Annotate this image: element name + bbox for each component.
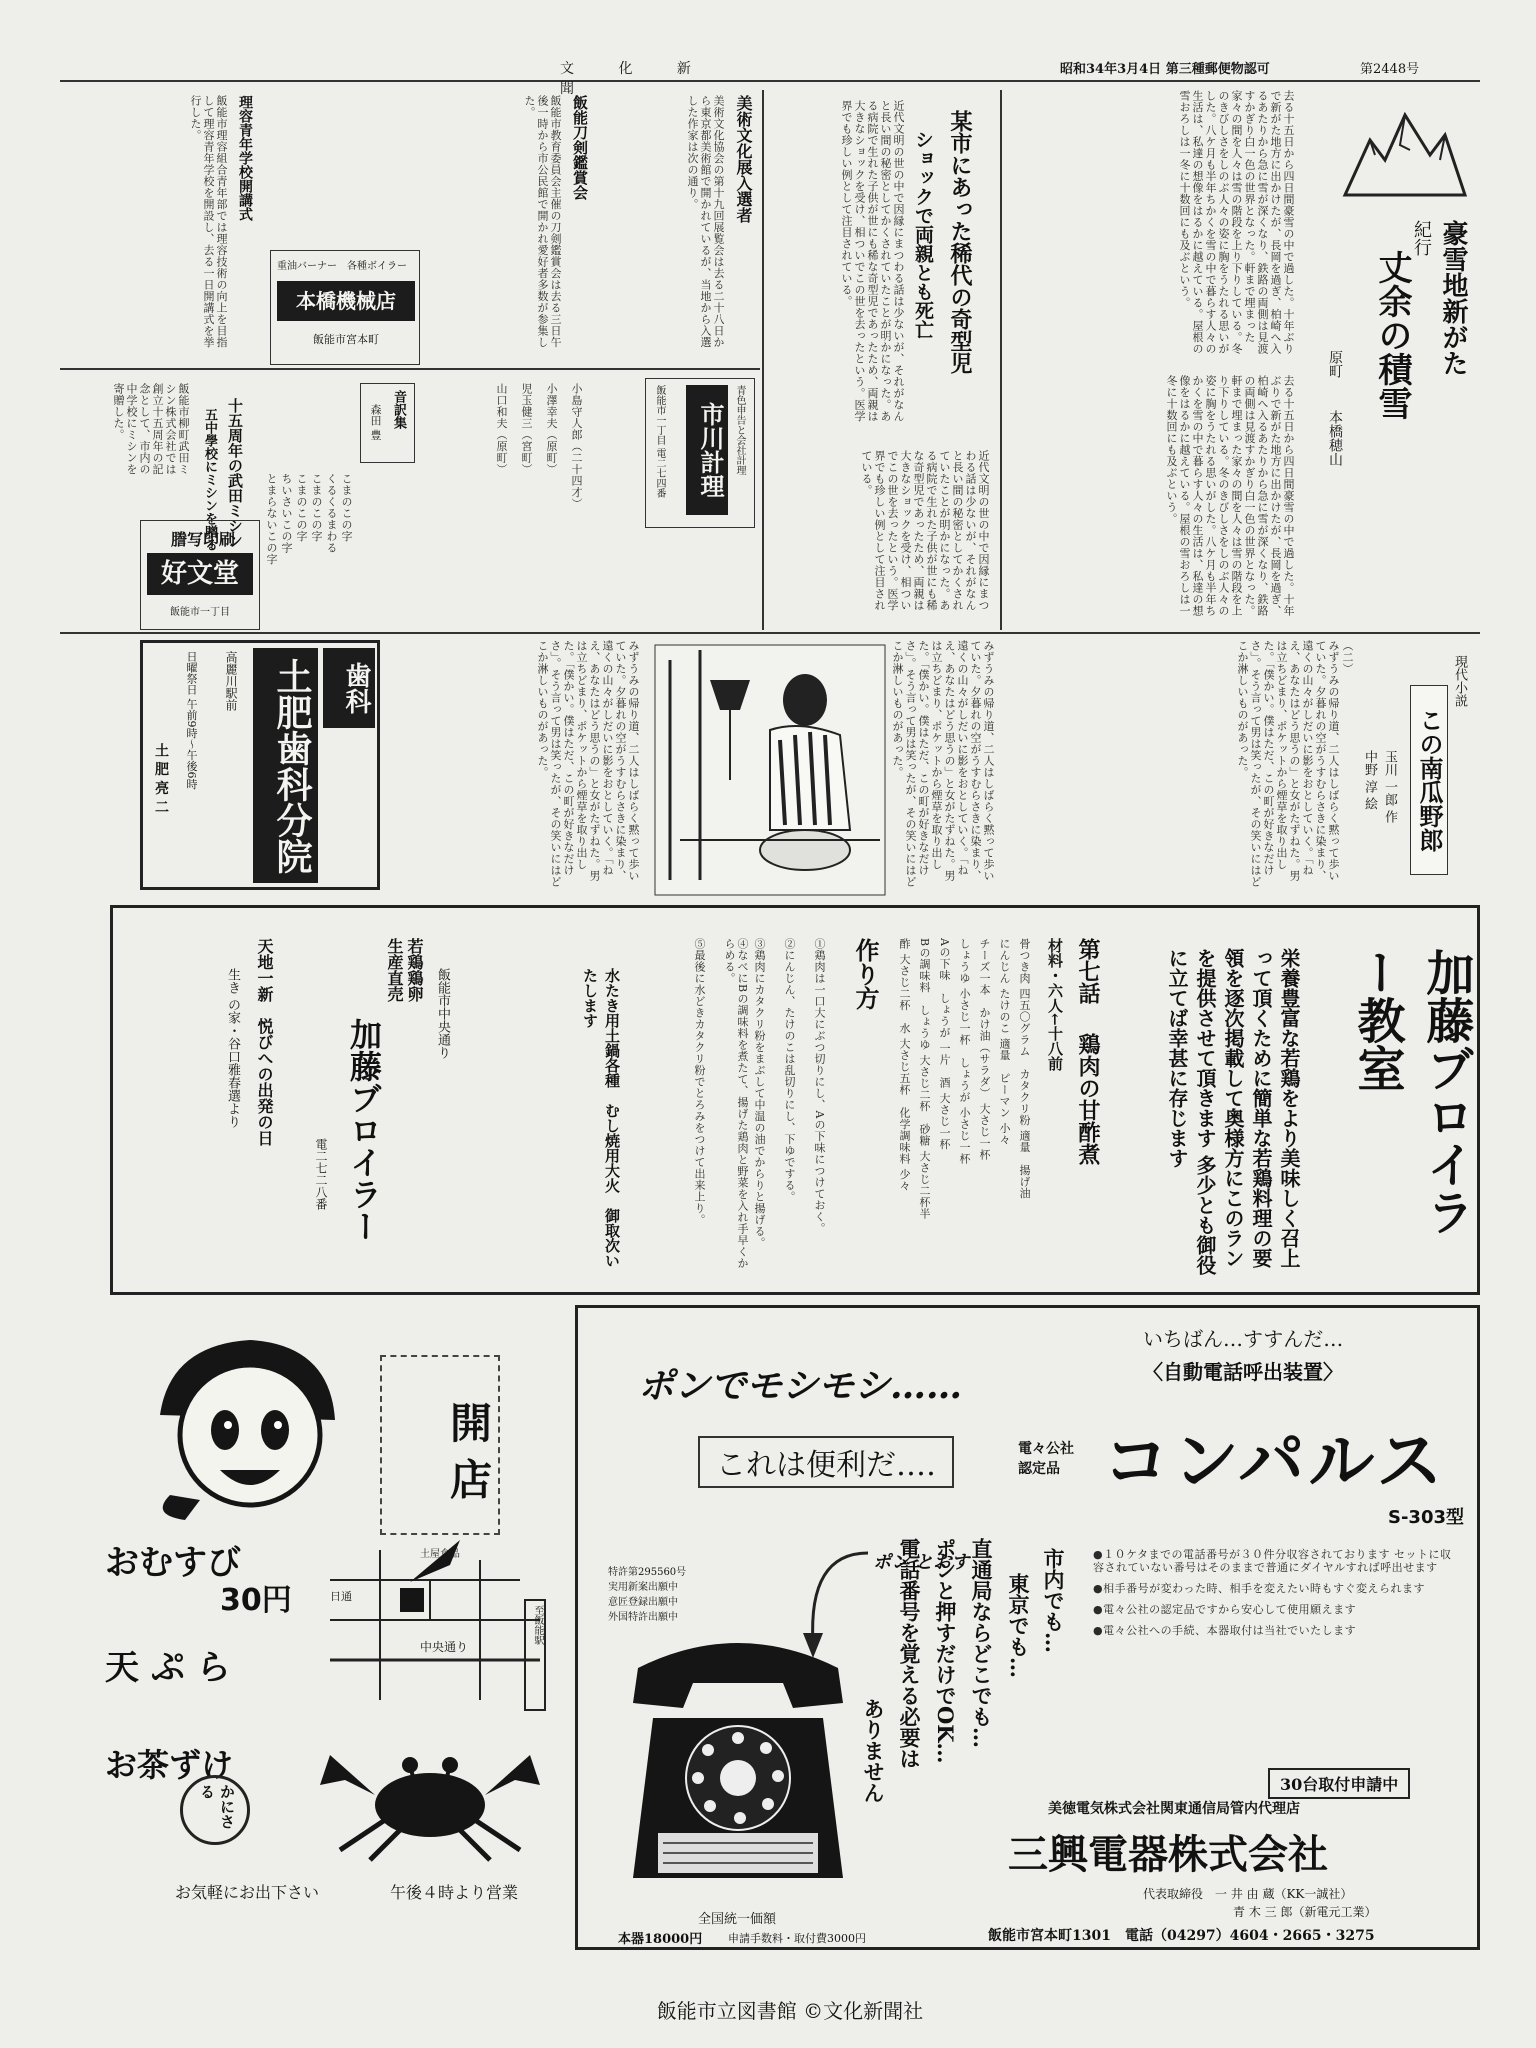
rare-article	[770, 90, 995, 630]
left-column-extra	[60, 90, 260, 360]
phone-vertical-2: 東京でも…	[1006, 1573, 1031, 1678]
dental-address: 高麗川駅前	[224, 651, 238, 711]
snow-article	[1300, 90, 1480, 610]
recipe-episode: 第七話	[1075, 938, 1101, 1004]
phone-rep-1: 代表取締役 一 井 由 蔵（KK一誠社）	[1143, 1887, 1353, 1901]
dental-ad	[140, 640, 380, 890]
opening-title: 開 店	[380, 1355, 500, 1535]
recipe-intro: 栄養豊富な若鶏をより美味しく召上って頂くために簡単な若鶏料理の要領を逐次掲載して奥様方にこのランを提供させて頂きます 多少とも御役に立てば幸甚に存じます	[1165, 948, 1301, 1275]
phone-vertical-1: 市内でも…	[1041, 1548, 1066, 1653]
phone-company: 三興電器株式会社	[1008, 1831, 1328, 1878]
machine-shop-name: 本橋機械店	[277, 281, 415, 321]
dental-name: 土肥歯科分院	[253, 648, 318, 883]
phone-feature-2: ●相手番号が変わった時、相手を変えたい時もすぐ変えられます	[1093, 1582, 1425, 1595]
patent-3: 意匠登録出願中	[608, 1597, 678, 1608]
dateline: 昭和34年3月4日 第三種郵便物認可	[1060, 62, 1270, 77]
phone-feature-4: ●電々公社への手続、本器取付は当社でいたします	[1093, 1624, 1357, 1637]
phone-vertical-3: 直通局ならどこでも…	[969, 1538, 994, 1748]
snow-title: 丈余の積雪	[1372, 250, 1412, 420]
phone-feature-1: ●１０ケタまでの電話番号が３０件分収容されております セットに収容されていない番号はそのままで普通にダイヤルすれば呼出せます	[1093, 1548, 1452, 1574]
opening-footer-right: 午後４時より営業	[390, 1883, 519, 1902]
ingredient-4: しょうゆ 小さじ一杯 しょうが 小さじ一杯	[958, 938, 971, 1165]
dental-hours: 日曜祭日 午前9時～午後6時	[185, 651, 198, 790]
kato-tagline-2: 生産直売	[385, 938, 404, 1002]
opening-item-ochazuke: お茶ずけ	[105, 1746, 234, 1784]
recipe-step-3: ③鶏肉にカタクリ粉をまぶして中温の油でからりと揚げる。	[753, 938, 766, 1249]
poem-line-2: くるくるまわる	[325, 473, 338, 554]
phone-catch-1: ポンでモシモシ……	[638, 1365, 963, 1407]
map-label-nittsu: 日通	[330, 1590, 352, 1603]
machine-shop-ad	[270, 250, 420, 365]
rare-subtitle: ショックで両親とも死亡	[912, 130, 934, 339]
sword-column-title: 飯能刀剣鑑賞会	[571, 95, 589, 200]
barber-name-4: 山口和夫（原町）	[495, 383, 508, 475]
row-rule	[60, 368, 760, 370]
rice-ball-mascot-icon	[140, 1325, 350, 1525]
issue-number: 第2448号	[1360, 62, 1420, 77]
phone-cert-1: 電々公社	[1018, 1441, 1074, 1457]
footer-credit: 飯能市立図書館 ©文化新聞社	[656, 1999, 924, 2023]
recipe-banner-title: 加藤ブロイラー教室	[1349, 948, 1474, 1236]
phone-fee: 申請手数料・取付費3000円	[728, 1932, 866, 1945]
rare-body: 近代文明の世の中で因縁にまつわる話は少ないが、それがなんと長い間の秘密としてかくされていたことが明かになった。ある病院で生れた子供が世にも稀な奇型児であったため、両親は大きなショックを受け、相ついでこの世を去ったという。医学界でも珍しい例として注目されている。	[840, 100, 905, 422]
kato-phone: 電二七二八番	[314, 1138, 328, 1210]
poem-heading: 音訳集	[391, 390, 406, 429]
barber-names	[430, 378, 595, 598]
poem-line-4: こまのこの字	[295, 473, 308, 542]
sewing-body: 飯能市柳町武田ミシン株式会社では創立十五周年の記念として、市内の中学校にミシンを寄贈した。	[112, 383, 190, 475]
phone-vertical-4: ポンと押すだけでOK…	[933, 1538, 958, 1764]
snow-title-top: 豪雪地新がた	[1438, 220, 1468, 376]
shop-name-circle	[180, 1775, 250, 1845]
dental-doctor: 土 肥 亮 二	[153, 743, 169, 814]
phone-model: S-303型	[1388, 1507, 1465, 1528]
novel-body-3: みずうみの帰り道、二人はしばらく黙って歩いていた。夕暮れの空がうすむらさきに染まり、遠くの山々がしだいに影をおとしていく。「ねえ、あなたはどう思うの」と女がたずねた。男は立ちどまり、ポケットから煙草を取り出した。「僕かい。僕はただ、この町が好きなだけさ」。そう言って男は笑ったが、その笑いにはどこか淋しいものがあった。	[536, 640, 640, 888]
novel-illustrator: 中野 淳 絵	[1362, 750, 1377, 811]
phone-feature-3: ●電々公社の認定品ですから安心して使用願えます	[1093, 1603, 1357, 1616]
kato-sender: 生き の家・谷口雅春選より	[225, 968, 240, 1129]
column-rule	[762, 90, 764, 630]
novel-chapter: （二）	[1341, 640, 1354, 675]
kato-location: 飯能市中央通り	[435, 968, 450, 1059]
poem	[260, 378, 425, 618]
snow-series: 紀行	[1411, 220, 1432, 256]
recipe-dish: 鶏肉の甘酢煮	[1075, 1033, 1101, 1165]
phone-catch-2: これは便利だ‥‥	[698, 1436, 954, 1488]
phone-address: 飯能市宮本町1301 電話（04297）4604・2665・3275	[988, 1928, 1375, 1944]
sword-column-body: 飯能市教育委員会主催の刀剣鑑賞会は去る三日午後一時から市公民館で開かれ愛好者多数が参集した。	[523, 95, 562, 348]
barber-name-2: 小澤幸夫（原町）	[545, 383, 558, 475]
phone-campaign: 30台取付申請中	[1268, 1768, 1410, 1799]
recipe-step-2: ②にんじん、たけのこは乱切りにし、下ゆでする。	[783, 938, 796, 1203]
snow-article-body: 去る十五日から四日間豪雪の中で過した。十年ぶりで新がた地方に出かけたが、長岡を過ぎ、柏崎へ入るあたりから急に雪が深くなり、鉄路の両側は見渡すかぎり白一色の世界となった。軒まで埋まった家々の間を人々は雪の階段を上り下りしている。冬のきびしさをしのぶ人々の姿に胸をうたれる思いがした。八ケ月も半年ちかくを雪の中で暮らす人々の生活は、私達の想像をはるかに越えている。屋根の雪おろしは一冬に十数回にも及ぶという。	[1178, 90, 1295, 355]
mountain-illustration	[1340, 100, 1470, 210]
dental-label: 歯科	[323, 648, 375, 728]
paper-name: 文 化 新 聞	[560, 61, 711, 97]
ingredient-6: Bの調味料 しょうゆ 大さじ二杯 砂糖 大さじ二杯半	[918, 938, 931, 1220]
novel-author: 玉川 一郎 作	[1382, 750, 1397, 824]
poem-heading-box	[360, 383, 415, 463]
opening-item-tempura: 天 ぷ ら	[105, 1648, 231, 1688]
crab-mascot-icon	[310, 1735, 550, 1865]
machine-shop-addr: 飯能市宮本町	[313, 333, 379, 346]
print-shop-name: 好文堂	[147, 553, 253, 595]
patent-2: 実用新案出願中	[608, 1582, 678, 1593]
kato-sub: 天地一新 悦びへの出発の日	[255, 938, 274, 1146]
rare-body-cont: 近代文明の世の中で因縁にまつわる話は少ないが、それがなんと長い間の秘密としてかくされていたことが明かになった。ある病院で生れた子供が世にも稀な奇型児であったため、両親は大きなショックを受け、相ついでこの世を去ったという。医学界でも珍しい例として注目されている。	[860, 450, 990, 611]
novel-illustration	[650, 640, 890, 900]
opening-item-price: 30円	[220, 1583, 292, 1618]
poem-line-1: こまのこの字	[340, 473, 353, 542]
poem-line-3: こまのこの字	[310, 473, 323, 542]
novel-body-1: みずうみの帰り道、二人はしばらく黙って歩いていた。夕暮れの空がうすむらさきに染まり、遠くの山々がしだいに影をおとしていく。「ねえ、あなたはどう思うの」と女がたずねた。男は立ちどまり、ポケットから煙草を取り出した。「僕かい。僕はただ、この町が好きなだけさ」。そう言って男は笑ったが、その笑いにはどこか淋しいものがあった。	[1236, 640, 1340, 888]
print-shop-addr: 飯能市一丁目	[170, 607, 230, 618]
barber-name-3: 児玉健三（宮町）	[520, 383, 533, 475]
recipe-servings: 材料・六人←十八前	[1046, 938, 1064, 1071]
map-label-main-street: 中央通り	[420, 1640, 469, 1654]
phone-ad	[575, 1305, 1480, 1950]
watch-shop-addr: 飯能市一丁目 電二七四番	[654, 385, 665, 499]
snow-article-body-cont: 去る十五日から四日間豪雪の中で過した。十年ぶりで新がた地方に出かけたが、長岡を過ぎ、柏崎へ入るあたりから急に雪が深くなり、鉄路の両側は見渡すかぎり白一色の世界となった。軒まで埋まった家々の間を人々は雪の階段を上り下りしている。冬のきびしさをしのぶ人々の姿に胸をうたれる思いがした。八ケ月も半年ちかくを雪の中で暮らす人々の生活は、私達の想像をはるかに越えている。屋根の雪おろしは一冬に十数回にも及ぶという。	[1165, 375, 1295, 617]
recipe-box	[110, 905, 1480, 1295]
kato-tagline-1: 若鶏鶏卵	[405, 938, 424, 1002]
watch-shop-name: 市川計理	[686, 385, 728, 515]
print-shop-items: 謄写印刷	[171, 530, 236, 549]
shop-name: かにさる	[198, 1784, 236, 1829]
patent-1: 特許第295560号	[608, 1567, 687, 1578]
machine-shop-items: 重油バーナー 各種ボイラー	[277, 261, 407, 272]
kato-company: 加藤ブロイラー	[345, 1018, 383, 1242]
phone-agent: 美徳電気株式会社関東通信局管内代理店	[1048, 1801, 1300, 1817]
sewing-subtitle: 五中學校にミシンを贈る	[202, 408, 217, 551]
snow-author-town: 原町	[1327, 350, 1343, 378]
row-rule	[60, 632, 1480, 634]
poem-line-6: とまらないこの字	[265, 473, 278, 565]
telephone-icon	[618, 1628, 858, 1908]
watch-shop-ad	[645, 378, 755, 528]
novel-title: この南瓜野郎	[1410, 685, 1448, 875]
poem-author: 森田 豊	[369, 404, 382, 441]
phone-patents	[608, 1563, 758, 1623]
ingredient-1: 骨つき肉 四五〇グラム カタクリ粉 適量 揚げ油	[1018, 938, 1031, 1199]
ingredient-3: チーズ一本 かけ油（サラダ） 大さじ一杯	[978, 938, 991, 1161]
phone-vertical-5: 電話番号を覚える必要は	[897, 1538, 922, 1769]
barber-name-1: 小島守人郎（二十四才）	[570, 383, 583, 510]
opening-ad	[90, 1305, 560, 1905]
sewing-title: 十五周年の武田ミシン	[226, 398, 244, 548]
recipe-method-title: 作り方	[851, 938, 880, 1010]
arts-column-title: 美術文化展入選者	[734, 95, 753, 223]
novel-header	[1355, 640, 1480, 900]
phone-vertical-6: ありません	[861, 1698, 886, 1803]
print-shop-ad	[140, 520, 260, 630]
opening-item-onigiri: おむすび	[105, 1543, 241, 1583]
ingredient-5: Aの下味 しょうが 一片 酒 大さじ一杯	[938, 938, 951, 1150]
phone-price: 本器18000円	[618, 1932, 703, 1947]
phone-device: 〈自動電話呼出装置〉	[1143, 1360, 1343, 1384]
recipe-step-5: ⑤最後に水どきカタクリ粉でとろみをつけて出来上り。	[693, 938, 706, 1226]
novel-body-2: みずうみの帰り道、二人はしばらく黙って歩いていた。夕暮れの空がうすむらさきに染まり、遠くの山々がしだいに影をおとしていく。「ねえ、あなたはどう思うの」と女がたずねた。男は立ちどまり、ポケットから煙草を取り出した。「僕かい。僕はただ、この町が好きなだけさ」。そう言って男は笑ったが、その笑いにはどこか淋しいものがあった。	[891, 640, 995, 888]
watch-shop-tag: 青色申告と会社計理	[734, 385, 745, 475]
phone-price-label: 全国統一価額	[698, 1912, 777, 1927]
sword-column	[430, 90, 595, 360]
phone-brand: コンパルス	[1103, 1423, 1447, 1500]
arts-column	[600, 90, 758, 360]
phone-cert-2: 認定品	[1018, 1461, 1060, 1477]
press-arrow-icon	[778, 1533, 898, 1663]
opening-footer-left: お気軽にお出下さい	[175, 1883, 320, 1902]
recipe-step-1: ①鶏肉は一口大にぶつ切りにし、Aの下味につけておく。	[813, 938, 826, 1234]
ingredient-2: にんじん たけのこ 適量 ピーマン 小々	[998, 938, 1011, 1146]
recipe-note: 水たき用土鍋各種 むし焼用大火 御取次いたします	[581, 968, 621, 1268]
arts-column-body: 美術文化協会の第十九回展覧会は去る二十八日から東京都美術館で開かれているが、当地から入選した作家は次の通り。	[686, 95, 725, 348]
snow-author: 本橋穂山	[1327, 410, 1343, 466]
phone-top-right: いちばん…すすんだ…	[1143, 1327, 1344, 1351]
rare-title: 某市にあった稀代の奇型児	[947, 110, 973, 374]
phone-features	[1093, 1548, 1463, 1718]
patent-4: 外国特許出願中	[608, 1612, 678, 1623]
masthead	[60, 52, 1480, 97]
recipe-step-4: ④なべにBの調味料を煮たて、揚げた鶏肉と野菜を入れ手早くからめる。	[723, 938, 749, 1269]
ingredient-7: 酢 大さじ二杯 水 大さじ五杯 化学調味料 少々	[898, 938, 911, 1192]
map-label-station: 至飯能駅	[532, 1605, 543, 1645]
map-label-tsuchiya: 土屋食品	[420, 1549, 460, 1560]
column-rule	[1000, 90, 1002, 630]
barber-notice-body: 飯能市理容組合青年部では理容技術の向上を目指して理容青年学校を開設し、去る一日開講式を挙行した。	[189, 95, 228, 348]
phone-pon: ポン とおす	[873, 1552, 970, 1573]
poem-line-5: ちいさいこの字	[280, 473, 293, 554]
barber-notice-title: 理容青年学校開講式	[237, 95, 253, 221]
novel-genre: 現代小説	[1452, 655, 1467, 707]
phone-rep-2: 青 木 三 郎（新電元工業）	[1233, 1905, 1377, 1919]
